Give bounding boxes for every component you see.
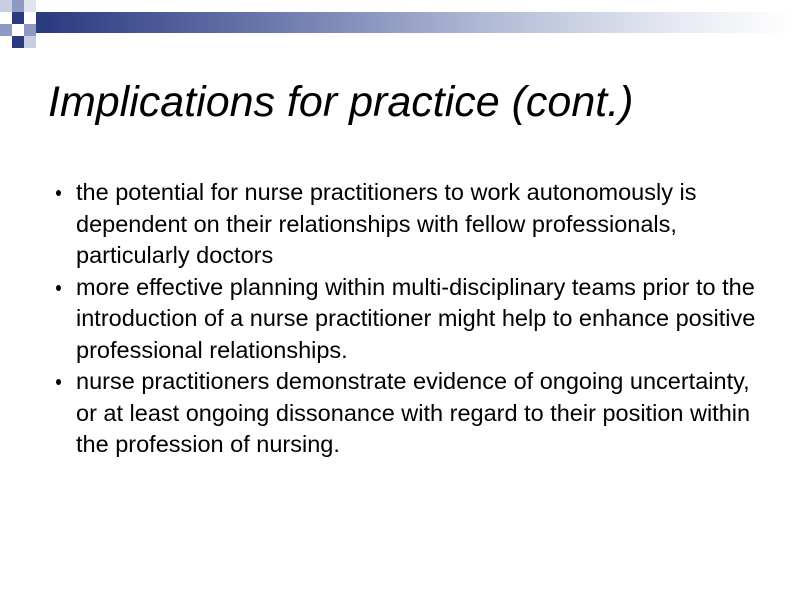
slide-title: Implications for practice (cont.) <box>48 78 634 126</box>
bullet-text: nurse practitioners demonstrate evidence of ongoing uncertainty, or at least ongoing dissonance with regard to their position within the profession of nursing. <box>76 368 751 457</box>
bullet-item <box>76 366 776 461</box>
bullet-item <box>76 177 776 272</box>
bullet-item <box>76 272 776 367</box>
bullet-dot-icon <box>56 190 61 196</box>
bullet-dot-icon <box>56 379 61 385</box>
bullet-text: the potential for nurse practitioners to work autonomously is dependent on their relationships with fellow professionals, particularly doctors <box>76 179 697 268</box>
bullet-text: more effective planning within multi-disciplinary teams prior to the introduction of a nurse practitioner might help to enhance positive professional relationships. <box>76 273 756 363</box>
bullet-dot-icon <box>56 285 61 291</box>
header-accent-bar <box>44 12 794 33</box>
bullet-list <box>76 177 776 461</box>
